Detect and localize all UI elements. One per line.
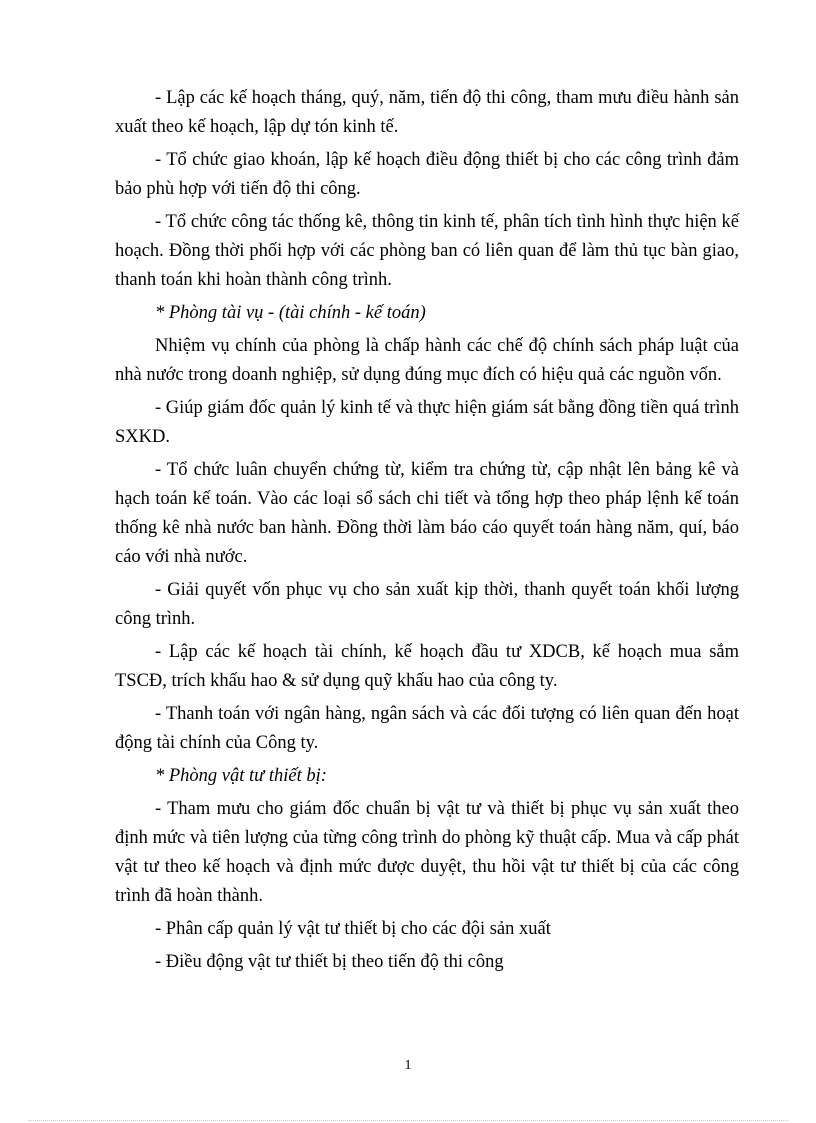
paragraph: - Giúp giám đốc quản lý kinh tế và thực hiện giám sát bằng đồng tiền quá trình SXKD. xyxy=(115,398,739,447)
paragraph: - Tham mưu cho giám đốc chuẩn bị vật tư và thiết bị phục vụ sản xuất theo định mức và tiên lượng của từng công trình do phòng kỹ thuật cấp. Mua và cấp phát vật tư theo kế hoạch và định mức được duyệt, thu hồi vật tư thiết bị của các công trình đã hoàn thành. xyxy=(115,799,739,906)
paragraph: - Lập các kế hoạch tháng, quý, năm, tiến độ thi công, tham mưu điều hành sản xuất theo kế hoạch, lập dự tón kinh tế. xyxy=(115,88,739,137)
paragraph: - Tổ chức giao khoán, lập kế hoạch điều động thiết bị cho các công trình đảm bảo phù hợp với tiến độ thi công. xyxy=(115,150,739,199)
paragraph: Nhiệm vụ chính của phòng là chấp hành các chế độ chính sách pháp luật của nhà nước trong doanh nghiệp, sử dụng đúng mục đích có hiệu quả các nguồn vốn. xyxy=(115,336,739,385)
page-number: 1 xyxy=(404,1058,412,1073)
paragraph: - Thanh toán với ngân hàng, ngân sách và các đối tượng có liên quan đến hoạt động tài chính của Công ty. xyxy=(115,704,739,753)
section-heading: * Phòng tài vụ - (tài chính - kế toán) xyxy=(155,303,426,323)
paragraph: - Phân cấp quản lý vật tư thiết bị cho các đội sản xuất xyxy=(155,919,551,939)
section-heading: * Phòng vật tư thiết bị: xyxy=(155,766,327,786)
paragraph: - Lập các kế hoạch tài chính, kế hoạch đầu tư XDCB, kế hoạch mua sắm TSCĐ, trích khấu hao & sử dụng quỹ khấu hao của công ty. xyxy=(115,642,739,691)
paragraph: - Điều động vật tư thiết bị theo tiến độ thi công xyxy=(155,952,504,972)
paragraph: - Giải quyết vốn phục vụ cho sản xuất kịp thời, thanh quyết toán khối lượng công trình. xyxy=(115,580,739,629)
page-bottom-border xyxy=(28,1120,788,1121)
paragraph: - Tổ chức luân chuyển chứng từ, kiểm tra chứng từ, cập nhật lên bảng kê và hạch toán kế toán. Vào các loại sổ sách chi tiết và tổng hợp theo pháp lệnh kế toán thống kê nhà nước ban hành. Đồng thời làm báo cáo quyết toán hàng năm, quí, báo cáo với nhà nước. xyxy=(115,460,739,567)
paragraph: - Tổ chức công tác thống kê, thông tin kinh tế, phân tích tình hình thực hiện kế hoạch. Đồng thời phối hợp với các phòng ban có liên quan để làm thủ tục bàn giao, thanh toán khi hoàn thành công trình. xyxy=(115,212,739,290)
document-body xyxy=(115,84,739,981)
